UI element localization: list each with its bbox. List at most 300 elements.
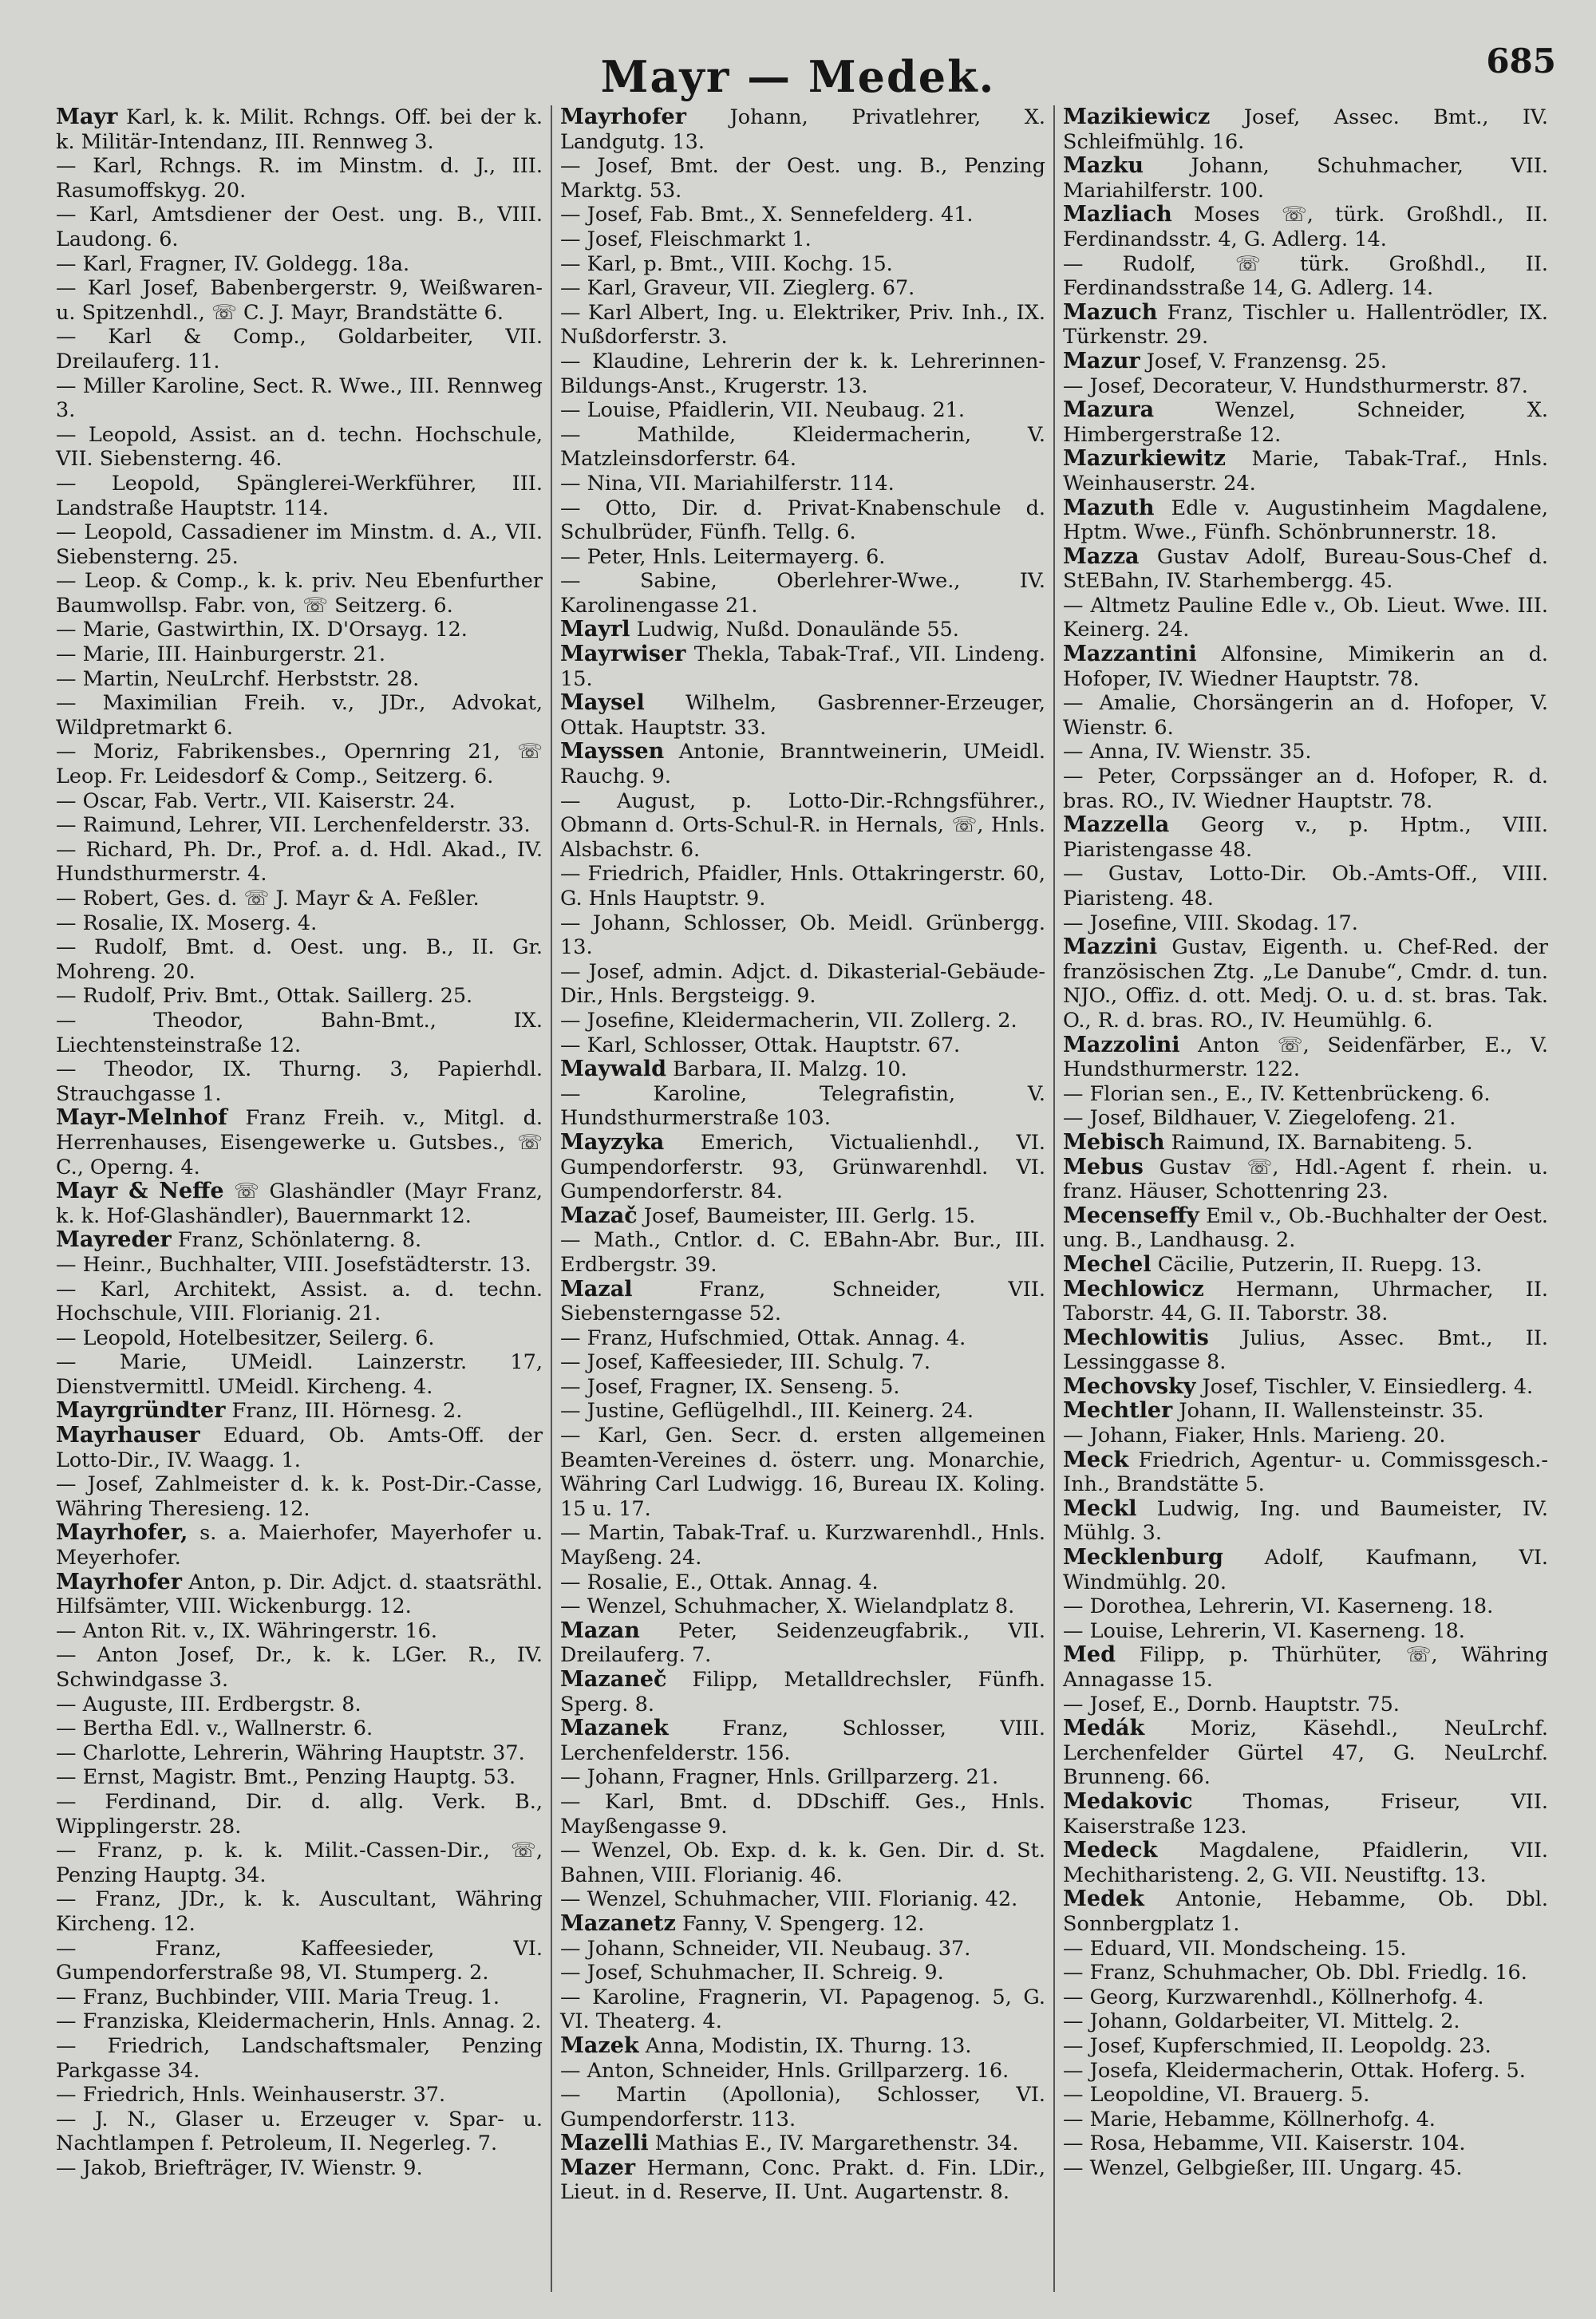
directory-entry [1063,1985,1548,2010]
directory-entry [1063,594,1548,642]
directory-entry [1063,2108,1548,2132]
entry-surname: Mazliach [1063,202,1172,227]
entry-text: — Leopold, Cassadiener im Minstm. d. A., VII. Siebensterng. 25. [56,520,543,569]
directory-entry [56,1350,543,1399]
entry-surname: Mayrhofer, [56,1520,188,1546]
directory-entry [1063,740,1548,764]
directory-entry [56,252,543,277]
entry-surname: Mazurkiewitz [1063,446,1227,472]
directory-entry [56,691,543,740]
entry-text: — Johann, Schneider, VII. Neubaug. 37. [560,1936,971,1961]
entry-text: — Rosalie, IX. Moserg. 4. [56,911,318,935]
entry-text: — Leopoldine, VI. Brauerg. 5. [1063,2083,1370,2108]
entry-text: Franz, III. Hörnesg. 2. [231,1399,463,1424]
directory-entry [1063,105,1548,154]
entry-text: — Josefa, Kleidermacherin, Ottak. Hoferg. 5. [1063,2058,1526,2083]
entry-text: — Karl, Fragner, IV. Goldegg. 18a. [56,251,410,276]
entry-text: — Karl, Bmt. d. DDschiff. Ges., Hnls. Mayßengasse 9. [560,1789,1045,1839]
entry-text: — Wenzel, Ob. Exp. d. k. k. Gen. Dir. d. St. Bahnen, VIII. Florianig. 46. [560,1839,1045,1887]
directory-entry [1063,1790,1548,1839]
directory-entry [1063,374,1548,399]
entry-text: — Leopold, Spänglerei-Werkführer, III. Landstraße Hauptstr. 114. [56,471,543,520]
entry-surname: Mayr & Neffe [56,1179,224,1204]
entry-surname: Mazanek [560,1716,669,1741]
entry-text: — Franz, Kaffeesieder, VI. Gumpendorferstraße 98, VI. Stumperg. 2. [56,1936,543,1985]
directory-entry [1063,1082,1548,1107]
directory-entry [56,2108,543,2156]
entry-text: — Karl, Gen. Secr. d. ersten allgemeinen Beamten-Vereines d. österr. ung. Monarchie, Währing Carl Ludwigg. 16, Bureau IX. Koling. 15 u. 17. [560,1424,1045,1521]
entry-text: — August, p. Lotto-Dir.-Rchngsführer., Obmann d. Orts-Schul-R. in Hernals, ☏, Hnls. Alsbachstr. 6. [560,788,1045,862]
entry-text: Johann, II. Wallensteinstr. 35. [1179,1399,1484,1424]
entry-text: — Karl, p. Bmt., VIII. Kochg. 15. [560,251,893,276]
entry-text: — Raimund, Lehrer, VII. Lerchenfelderstr. 33. [56,813,531,838]
entry-text: Emerich, Victualienhdl., VI. Gumpendorferstr. 93, Grünwarenhdl. VI. Gumpendorferstr. 84. [560,1130,1046,1204]
directory-entry [56,472,543,520]
entry-surname: Mayreder [56,1227,172,1253]
directory-entry [560,472,1045,496]
entry-surname: Med [1063,1642,1116,1668]
directory-entry [560,423,1045,472]
directory-entry [560,1912,1045,1937]
directory-entry [1063,1693,1548,1717]
entry-text: Moriz, Käsehdl., NeuLrchf. Lerchenfelder Gürtel 47, G. NeuLrchf. Brunneng. 66. [1063,1717,1548,1790]
directory-entry [560,105,1045,154]
entry-text: — Leopold, Hotelbesitzer, Seilerg. 6. [56,1325,435,1350]
directory-entry [56,1790,543,1839]
entry-surname: Mechlowicz [1063,1276,1204,1302]
entry-text: — Robert, Ges. d. ☏ J. Mayr & A. Feßler. [56,887,480,911]
entry-surname: Mechel [1063,1251,1152,1277]
entry-surname: Mayrgründter [56,1398,226,1424]
entry-text: — Friedrich, Landschaftsmaler, Penzing Parkgasse 34. [56,2033,543,2083]
directory-entry [560,203,1045,227]
entry-text: — Mathilde, Kleidermacherin, V. Matzleinsdorferstr. 64. [560,422,1045,472]
entry-text: — Marie, Hebamme, Köllnerhofg. 4. [1063,2107,1436,2131]
entry-text: — Rudolf, Bmt. d. Oest. ung. B., II. Gr. Mohreng. 20. [56,935,543,984]
entry-surname: Mazal [560,1276,633,1302]
directory-entry [1063,1278,1548,1326]
entry-text: — Sabine, Oberlehrer-Wwe., IV. Karolinengasse 21. [560,569,1045,618]
entry-surname: Mebisch [1063,1129,1165,1155]
entry-text: Mathias E., IV. Margarethenstr. 34. [654,2131,1019,2156]
entry-text: — Johann, Goldarbeiter, VI. Mittelg. 2. [1063,2009,1460,2034]
entry-surname: Mazek [560,2033,639,2058]
directory-entry [1063,496,1548,545]
entry-text: — Leopold, Assist. an d. techn. Hochschule, VII. Siebensterng. 46. [56,422,543,472]
entry-surname: Mazzella [1063,812,1170,838]
entry-text: — Moriz, Fabrikensbes., Opernring 21, ☏ Leop. Fr. Leidesdorf & Comp., Seitzerg. 6. [56,740,543,789]
entry-text: — Auguste, III. Erdbergstr. 8. [56,1692,361,1717]
entry-text: — Amalie, Chorsängerin an d. Hofoper, V. Wienstr. 6. [1063,691,1548,740]
entry-text: — Martin, Tabak-Traf. u. Kurzwarenhdl., Hnls. Mayßeng. 24. [560,1521,1045,1570]
directory-entry [1063,447,1548,496]
directory-entry [560,2034,1045,2059]
entry-text: Ludwig, Ing. und Baumeister, IV. Mühlg. 3. [1063,1496,1548,1546]
directory-entry [1063,398,1548,447]
directory-entry [56,1741,543,1766]
directory-entry [56,1619,543,1644]
directory-entry [56,569,543,618]
entry-text: Karl, k. k. Milit. Rchngs. Off. bei der k. k. Militär-Intendanz, III. Rennweg 3. [56,105,543,154]
directory-entry [560,642,1045,691]
directory-entry [56,276,543,325]
directory-entry [56,887,543,911]
entry-text: — Eduard, VII. Mondscheing. 15. [1063,1936,1407,1961]
entry-text: — J. N., Glaser u. Erzeuger v. Spar- u. Nachtlampen f. Petroleum, II. Negerleg. 7. [56,2107,543,2156]
directory-entry [56,423,543,472]
directory-entry [1063,862,1548,911]
directory-entry [560,1668,1045,1717]
directory-entry [1063,1033,1548,1082]
entry-text: — Rosalie, E., Ottak. Annag. 4. [560,1570,879,1594]
directory-entry [560,1570,1045,1595]
entry-text: — Johann, Fiaker, Hnls. Marieng. 20. [1063,1424,1446,1448]
directory-entry [1063,203,1548,251]
entry-text: Gustav ☏, Hdl.-Agent f. rhein. u. franz. Häuser, Schottenring 23. [1063,1155,1548,1204]
entry-surname: Mazelli [560,2131,649,2156]
entry-text: — Miller Karoline, Sect. R. Wwe., III. Rennweg 3. [56,373,543,423]
entry-text: — Karl, Schlosser, Ottak. Hauptstr. 67. [560,1033,961,1057]
directory-entry [560,1009,1045,1033]
directory-entry [1063,1131,1548,1156]
directory-entry [560,1082,1045,1131]
directory-entry [1063,1937,1548,1961]
entry-text: — Josef, Fragner, IX. Senseng. 5. [560,1374,900,1399]
entry-surname: Mayrl [560,617,630,642]
directory-entry [56,1278,543,1326]
entry-text: Marie, Tabak-Traf., Hnls. Weinhauserstr. 24. [1063,447,1548,496]
entry-text: Filipp, p. Thürhüter, ☏, Währing Annagasse 15. [1063,1643,1548,1692]
page-number: 685 [1486,41,1556,81]
entry-text: Fanny, V. Spengerg. 12. [681,1911,925,1936]
directory-entry [56,1839,543,1887]
directory-entry [56,1009,543,1057]
entry-text: Peter, Seidenzeugfabrik., VII. Dreilauferg. 7. [560,1618,1045,1668]
directory-entry [56,935,543,984]
directory-entry [1063,1643,1548,1692]
entry-text: s. a. Maierhofer, Mayerhofer u. Meyerhofer. [56,1521,543,1570]
entry-text: — Gustav, Lotto-Dir. Ob.-Amts-Off., VIII. Piaristeng. 48. [1063,862,1548,911]
entry-surname: Mazur [1063,348,1140,373]
entry-surname: Mayr-Melnhof [56,1105,227,1131]
entry-text: — Bertha Edl. v., Wallnerstr. 6. [56,1717,373,1741]
entry-text: — Franziska, Kleidermacherin, Hnls. Annag. 2. [56,2009,542,2034]
entry-surname: Mayssen [560,739,665,764]
entry-text: — Josef, Kaffeesieder, III. Schulg. 7. [560,1350,931,1375]
entry-text: Emil v., Ob.-Buchhalter der Oest. ung. B., Landhausg. 2. [1063,1203,1548,1253]
directory-entry [56,1106,543,1179]
entry-text: — Karl, Rchngs. R. im Minstm. d. J., III. Rasumoffskyg. 20. [56,154,543,203]
directory-entry [56,325,543,373]
entry-text: Franz Freih. v., Mitgl. d. Herrenhauses, Eisengewerke u. Gutsbes., ☏ C., Operng. 4. [56,1106,543,1179]
entry-text: — Otto, Dir. d. Privat-Knabenschule d. Schulbrüder, Fünfh. Tellg. 6. [560,496,1045,545]
entry-text: — Altmetz Pauline Edle v., Ob. Lieut. Wwe. III. Keinerg. 24. [1063,593,1548,642]
entry-text: — Josef, Decorateur, V. Hundsthurmerstr. 87. [1063,373,1528,398]
directory-entry [1063,1619,1548,1644]
directory-entry [56,203,543,251]
directory-entry [56,105,543,154]
directory-entry [56,740,543,788]
entry-text: — Karoline, Telegrafistin, V. Hundsthurmerstraße 103. [560,1081,1045,1131]
entry-text: Josef, Baumeister, III. Gerlg. 15. [643,1203,976,1228]
directory-entry [56,789,543,814]
directory-entry [560,1961,1045,1985]
entry-surname: Mechovsky [1063,1373,1196,1399]
directory-entry [560,2083,1045,2131]
entry-text: — Josef, Bildhauer, V. Ziegelofeng. 21. [1063,1106,1456,1131]
entry-text: Wilhelm, Gasbrenner-Erzeuger, Ottak. Hauptstr. 33. [560,691,1045,740]
directory-entry [1063,301,1548,350]
directory-entry [56,813,543,838]
entry-text: — Maximilian Freih. v., JDr., Advokat, Wildpretmarkt 6. [56,691,543,740]
page-header [0,29,1596,109]
entry-text: Hermann, Conc. Prakt. d. Fin. LDir., Lieut. in d. Reserve, II. Unt. Augartenstr. 8. [560,2155,1045,2205]
directory-entry [56,1326,543,1351]
entry-text: — Josef, Schuhmacher, II. Schreig. 9. [560,1961,944,1985]
entry-surname: Mechlowitis [1063,1325,1209,1350]
entry-text: — Martin, NeuLrchf. Herbststr. 28. [56,666,420,691]
directory-entry [56,1765,543,1790]
directory-entry [56,1057,543,1106]
directory-entry [560,1717,1045,1765]
entry-surname: Mechtler [1063,1398,1173,1424]
directory-entry [56,1937,543,1985]
entry-text: — Josef, Kupferschmied, II. Leopoldg. 23. [1063,2033,1491,2058]
directory-entry [1063,2059,1548,2084]
entry-surname: Mayrhofer [560,105,686,129]
entry-surname: Mazikiewicz [1063,105,1211,129]
directory-entry [56,2083,543,2108]
entry-text: Franz, Schneider, VII. Siebensterngasse 52. [560,1277,1045,1326]
directory-entry [560,1594,1045,1619]
directory-entry [56,1399,543,1424]
directory-entry [56,1521,543,1570]
entry-surname: Mazzolini [1063,1032,1180,1057]
directory-entry [560,1839,1045,1887]
directory-entry [560,691,1045,740]
entry-surname: Mayrwiser [560,642,686,667]
directory-entry [56,1693,543,1717]
entry-text: — Karl Albert, Ing. u. Elektriker, Priv. Inh., IX. Nußdorferstr. 3. [560,300,1045,350]
entry-surname: Medák [1063,1716,1145,1741]
directory-entry [1063,2156,1548,2181]
entry-text: — Math., Cntlor. d. C. EBahn-Abr. Bur., III. Erdbergstr. 39. [560,1228,1045,1277]
entry-text: ☏ Glashändler (Mayr Franz, k. k. Hof-Glashändler), Bauernmarkt 12. [56,1179,543,1228]
entry-text: — Charlotte, Lehrerin, Währing Hauptstr. 37. [56,1740,525,1765]
entry-text: Alfonsine, Mimikerin an d. Hofoper, IV. Wiedner Hauptstr. 78. [1063,642,1549,691]
entry-text: — Wenzel, Gelbgießer, III. Ungarg. 45. [1063,2155,1463,2180]
directory-entry [56,1424,543,1472]
entry-text: — Josef, E., Dornb. Hauptstr. 75. [1063,1692,1400,1717]
directory-entry [1063,1326,1548,1375]
directory-entry [1063,2034,1548,2059]
entry-surname: Mebus [1063,1154,1144,1179]
directory-entry [560,545,1045,570]
directory-entry [560,2059,1045,2084]
entry-text: — Karoline, Fragnerin, VI. Papagenog. 5, G. VI. Theaterg. 4. [560,1985,1045,2034]
directory-entry [56,618,543,642]
directory-entry [560,569,1045,618]
entry-text: — Franz, Hufschmied, Ottak. Annag. 4. [560,1325,966,1350]
entry-text: — Wenzel, Schuhmacher, VIII. Florianig. 42. [560,1887,1018,1912]
directory-entry [56,2156,543,2181]
entry-text: — Anna, IV. Wienstr. 35. [1063,740,1312,764]
entry-text: — Friedrich, Hnls. Weinhauserstr. 37. [56,2083,446,2108]
entry-text: — Franz, Buchbinder, VIII. Maria Treug. 1. [56,1985,500,2009]
directory-entry [56,1179,543,1228]
entry-text: — Leop. & Comp., k. k. priv. Neu Ebenfurther Baumwollsp. Fabr. von, ☏ Seitzerg. 6. [56,569,543,618]
entry-text: — Theodor, Bahn-Bmt., IX. Liechtensteinstraße 12. [56,1008,543,1057]
entry-surname: Medek [1063,1886,1144,1912]
entry-text: — Josefine, VIII. Skodag. 17. [1063,911,1358,935]
directory-entry [1063,642,1548,691]
directory-entry [1063,1594,1548,1619]
entry-surname: Mazan [560,1618,640,1643]
directory-entry [1063,691,1548,740]
entry-text: Josef, Tischler, V. Einsiedlerg. 4. [1202,1374,1534,1399]
entry-text: Wenzel, Schneider, X. Himbergerstraße 12. [1063,398,1548,447]
directory-entry [1063,2083,1548,2108]
entry-text: — Theodor, IX. Thurng. 3, Papierhdl. Strauchgasse 1. [56,1057,543,1106]
entry-text: — Florian sen., E., IV. Kettenbrückeng. 6. [1063,1081,1491,1106]
entry-text: Anna, Modistin, IX. Thurng. 13. [645,2033,972,2058]
directory-entry [560,398,1045,423]
directory-entry [1063,1546,1548,1594]
entry-text: — Richard, Ph. Dr., Prof. a. d. Hdl. Akad., IV. Hundsthurmerstr. 4. [56,837,543,887]
directory-entry [1063,1156,1548,1204]
directory-entry [560,1375,1045,1400]
entry-surname: Mazku [1063,153,1144,179]
entry-text: — Johann, Fragner, Hnls. Grillparzerg. 21. [560,1765,999,1790]
entry-text: — Louise, Pfaidlerin, VII. Neubaug. 21. [560,398,965,423]
entry-surname: Mayr [56,105,118,129]
directory-entry [1063,813,1548,862]
entry-text: — Marie, UMeidl. Lainzerstr. 17, Dienstvermittl. UMeidl. Kircheng. 4. [56,1350,543,1399]
directory-entry [56,1228,543,1253]
directory-entry [560,1278,1045,1326]
entry-text: — Peter, Hnls. Leitermayerg. 6. [560,544,886,569]
directory-entry [56,1253,543,1278]
entry-text: — Georg, Kurzwarenhdl., Köllnerhofg. 4. [1063,1985,1484,2009]
entry-surname: Medakovic [1063,1788,1193,1814]
page-title: Mayr — Medek. [600,51,996,102]
directory-entry [56,2009,543,2034]
entry-text: Hermann, Uhrmacher, II. Taborstr. 44, G. II. Taborstr. 38. [1063,1277,1549,1326]
entry-surname: Mazuch [1063,299,1158,325]
entry-text: — Karl, Amtsdiener der Oest. ung. B., VIII. Laudong. 6. [56,203,543,251]
directory-entry [560,1619,1045,1668]
entry-text: Cäcilie, Putzerin, II. Ruepg. 13. [1157,1252,1483,1277]
directory-entry [56,154,543,203]
entry-surname: Mecklenburg [1063,1545,1223,1570]
directory-entry [1063,252,1548,301]
directory-entry [1063,935,1548,1033]
directory-entry [1063,154,1548,203]
entry-text: Adolf, Kaufmann, VI. Windmühlg. 20. [1063,1546,1549,1594]
entry-text: — Karl, Architekt, Assist. a. d. techn. Hochschule, VIII. Florianig. 21. [56,1277,543,1326]
entry-surname: Maywald [560,1057,666,1082]
entry-text: — Franz, Schuhmacher, Ob. Dbl. Friedlg. 16. [1063,1961,1527,1985]
entry-surname: Mayrhauser [56,1423,200,1448]
directory-entry [1063,2009,1548,2034]
entry-text: — Anton, Schneider, Hnls. Grillparzerg. 16. [560,2058,1009,2083]
entry-surname: Medeck [1063,1838,1158,1863]
directory-entry [1063,1106,1548,1131]
entry-surname: Mazaneč [560,1667,667,1692]
directory-entry [560,740,1045,788]
entry-text: Johann, Schuhmacher, VII. Mariahilferstr. 100. [1063,154,1548,203]
directory-entry [56,2034,543,2083]
directory-entry [1063,1399,1548,1424]
directory-entry [560,1350,1045,1375]
entry-text: Moses ☏, türk. Großhdl., II. Ferdinandsstr. 4, G. Adlerg. 14. [1063,203,1548,251]
directory-entry [560,618,1045,642]
directory-entry [1063,1497,1548,1546]
entry-text: — Josef, Fab. Bmt., X. Sennefelderg. 41. [560,203,974,227]
directory-entry [56,1472,543,1521]
directory-entry [1063,764,1548,813]
entry-text: Barbara, II. Malzg. 10. [673,1057,907,1082]
directory-entry [560,154,1045,203]
entry-surname: Mazza [1063,543,1140,569]
entry-text: — Josef, Fleischmarkt 1. [560,227,812,251]
entry-text: — Josefine, Kleidermacherin, VII. Zollerg. 2. [560,1008,1017,1033]
entry-text: Anton ☏, Seidenfärber, E., V. Hundsthurmerstr. 122. [1063,1033,1548,1082]
entry-text: — Friedrich, Pfaidler, Hnls. Ottakringerstr. 60, G. Hnls Hauptstr. 9. [560,862,1045,911]
entry-text: — Martin (Apollonia), Schlosser, VI. Gumpendorferstr. 113. [560,2083,1045,2131]
entry-text: Johann, Privatlehrer, X. Landgutg. 13. [560,105,1045,154]
directory-entry [560,227,1045,252]
column-2 [551,105,1053,2292]
directory-entry [560,1326,1045,1351]
directory-entry [560,960,1045,1009]
entry-text: — Klaudine, Lehrerin der k. k. Lehrerinnen-Bildungs-Anst., Krugerstr. 13. [560,349,1045,398]
entry-surname: Mayrhofer [56,1569,182,1594]
directory-entry [560,2156,1045,2205]
entry-text: Gustav, Eigenth. u. Chef-Red. der französischen Ztg. „Le Danube“, Cmdr. d. tun. NJO., Offiz. d. ott. Medj. O. u. d. st. bras. Tak. O., R. d. bras. RO., IV. Heumühlg. 6. [1063,935,1548,1033]
directory-entry [56,667,543,692]
column-1 [48,105,551,2292]
entry-text: — Rudolf, ☏ türk. Großhdl., II. Ferdinandsstraße 14, G. Adlerg. 14. [1063,251,1548,301]
entry-surname: Mazanetz [560,1910,676,1936]
columns [48,105,1564,2292]
entry-surname: Maysel [560,690,645,716]
directory-entry [560,1790,1045,1839]
entry-surname: Mazura [1063,397,1155,423]
entry-text: Thomas, Friseur, VII. Kaiserstraße 123. [1063,1789,1549,1839]
directory-entry [56,374,543,423]
directory-entry [56,1643,543,1692]
directory-entry [56,1717,543,1741]
entry-text: Franz, Schlosser, VIII. Lerchenfelderstr. 156. [560,1717,1045,1765]
directory-entry [560,1985,1045,2034]
entry-text: Gustav Adolf, Bureau-Sous-Chef d. StEBahn, IV. Starhembergg. 45. [1063,544,1548,594]
entry-text: Magdalene, Pfaidlerin, VII. Mechitharisteng. 2, G. VII. Neustiftg. 13. [1063,1839,1549,1887]
entry-text: — Justine, Geflügelhdl., III. Keinerg. 24. [560,1399,974,1424]
directory-entry [1063,1448,1548,1497]
entry-text: — Heinr., Buchhalter, VIII. Josefstädterstr. 13. [56,1252,531,1277]
directory-entry [560,1228,1045,1277]
directory-entry [1063,1204,1548,1253]
entry-surname: Mazač [560,1203,638,1228]
entry-text: — Josef, admin. Adjct. d. Dikasterial-Gebäude-Dir., Hnls. Bergsteigg. 9. [560,959,1045,1009]
entry-text: — Marie, III. Hainburgerstr. 21. [56,642,386,667]
directory-entry [560,1399,1045,1424]
entry-surname: Mecenseffy [1063,1203,1199,1228]
directory-entry [56,838,543,887]
entry-text: — Franz, JDr., k. k. Auscultant, Währing Kircheng. 12. [56,1887,543,1936]
entry-text: — Karl, Graveur, VII. Zieglerg. 67. [560,276,915,301]
